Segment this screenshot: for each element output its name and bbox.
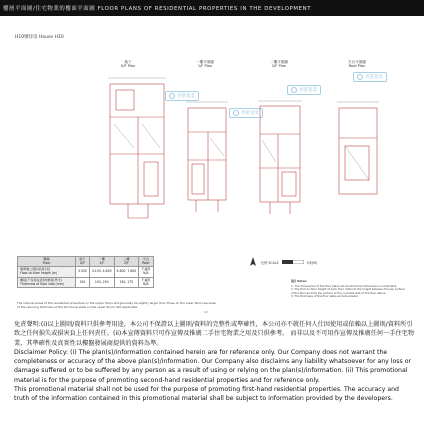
house-label: H10號洋房 House H10 <box>15 35 64 40</box>
floor-plan-roof <box>337 98 379 208</box>
note-item: 1. The dimensions of the floor plans are all structural dimensions in millimetre. <box>291 283 398 288</box>
notes-box <box>291 280 407 299</box>
table-cell: 150 <box>76 277 90 287</box>
table-header-cell: 二樓 2/F <box>114 257 139 267</box>
watermark-logo-icon <box>233 110 239 116</box>
table-cell: 150, 250 <box>89 277 114 287</box>
floor-plan-2f <box>258 98 302 218</box>
table-cell: 3.500 <box>76 267 90 277</box>
table-row-label: 樓板(不包括灰泥)的厚度(毫米) Thickness of floor slab (mm) <box>18 277 76 287</box>
table-row <box>18 267 154 277</box>
watermark-1: 香港置業 <box>165 91 199 101</box>
watermark-4: 香港置業 <box>353 72 387 82</box>
watermark-2: 香港置業 <box>229 108 263 118</box>
table-cell: 4.600, 7.600 <box>114 267 139 277</box>
floor-height-table <box>17 256 154 288</box>
table-header-cell: 地下 G/F <box>76 257 90 267</box>
plan-title-gf: 地下 G/F Plan <box>120 60 136 69</box>
table-cell: 不適用 N/A <box>139 277 153 287</box>
table-row <box>18 277 154 287</box>
table-row-label: 層與層之間的高度(米) Floor-to-floor height (m) <box>18 267 76 277</box>
disclaimer <box>14 320 416 404</box>
watermark-logo-icon <box>357 74 363 80</box>
header-bar <box>0 0 424 16</box>
brochure-page <box>0 16 424 316</box>
table-cell: 3.150, 4.600 <box>89 267 114 277</box>
disclaimer-en-2: This promotional material shall not be used for the purpose of promoting first-hand residential properties. The accuracy and truth of the information contained in this promotional material shall be subject to information provided by the developers. <box>14 386 399 403</box>
disclaimer-en-1: Disclaimer Policy: (i) The plan(s)/information contained herein are for reference only. Our Company does not warrant the completeness or accuracy of the above plan(s)/information. Our Company also disclaims any liability whatsoever for any loss or damage suffered or to be suffered by any person as a result of using or relying on the plan(s)/information. (ii) This promotional material is for the purpose of promoting second-hand residential properties and for reference only. <box>14 348 412 384</box>
north-arrow-icon <box>248 257 258 267</box>
watermark-3: 香港置業 <box>287 85 321 95</box>
scale-bar <box>282 260 304 264</box>
table-header-cell: 一樓 1/F <box>89 257 114 267</box>
watermark-logo-icon <box>169 93 175 99</box>
page-number: 12 <box>204 310 208 314</box>
scale-unit: 5米(M) <box>306 260 318 265</box>
table-header-cell: 樓層 Floor <box>18 257 76 267</box>
plan-title-roof: 天台平面圖 Roof Plan <box>348 60 366 69</box>
header-title: 樓層平面圖/住宅物業的樓面平面圖 FLOOR PLANS OF RESIDENTIAL PROPERTIES IN THE DEVELOPMENT <box>3 6 312 12</box>
watermark-logo-icon <box>291 87 297 93</box>
floor-plan-1f <box>186 98 228 218</box>
table-header-cell: 天台 Roof <box>139 257 153 267</box>
table-cell: 150, 175 <box>114 277 139 287</box>
table-footnote: The internal areas of the residential properties on the upper floors will generally be slightly larger than those on the lower floors because of the reducing thickness of the structural walls on the upper floors. Not applicable. <box>17 301 216 309</box>
scale-legend <box>248 257 317 267</box>
plan-title-2f: 二樓平面圖 2/F Plan <box>270 60 288 69</box>
table-header-row <box>18 257 154 267</box>
notes-title: 備註 Notes: <box>291 279 308 283</box>
note-item: 3. The thickness of the floor slabs exclude plaster. <box>291 294 359 298</box>
note-item: 2. The floor-to-floor height of each floor refers to the height between the top surface of the floor and the top surface of the concrete slab of the floor above. <box>291 287 405 295</box>
plan-title-1f: 一樓平面圖 1/F Plan <box>196 60 214 69</box>
disclaimer-zh: 免責聲明:(i)以上圖則/資料只供參考用途，本公司不保證以上圖則/資料的完整性或準確性，本公司亦不就任何人仕因使用或依賴以上圖則/資料所引致之任何損失或損害負上任何責任。(ii)本宣傳資料只可作宣傳及推廣二手住宅物業之用及只供參考。 而非以及不可用作宣傳及推廣任何一手住宅物業，其準確性及真實性以樓盤發展商提供的資料為準。 <box>14 321 415 347</box>
table-cell: 不適用 N/A <box>139 267 153 277</box>
scale-label: 比例 SCALE <box>261 260 279 265</box>
floor-plan-gf <box>108 72 168 222</box>
